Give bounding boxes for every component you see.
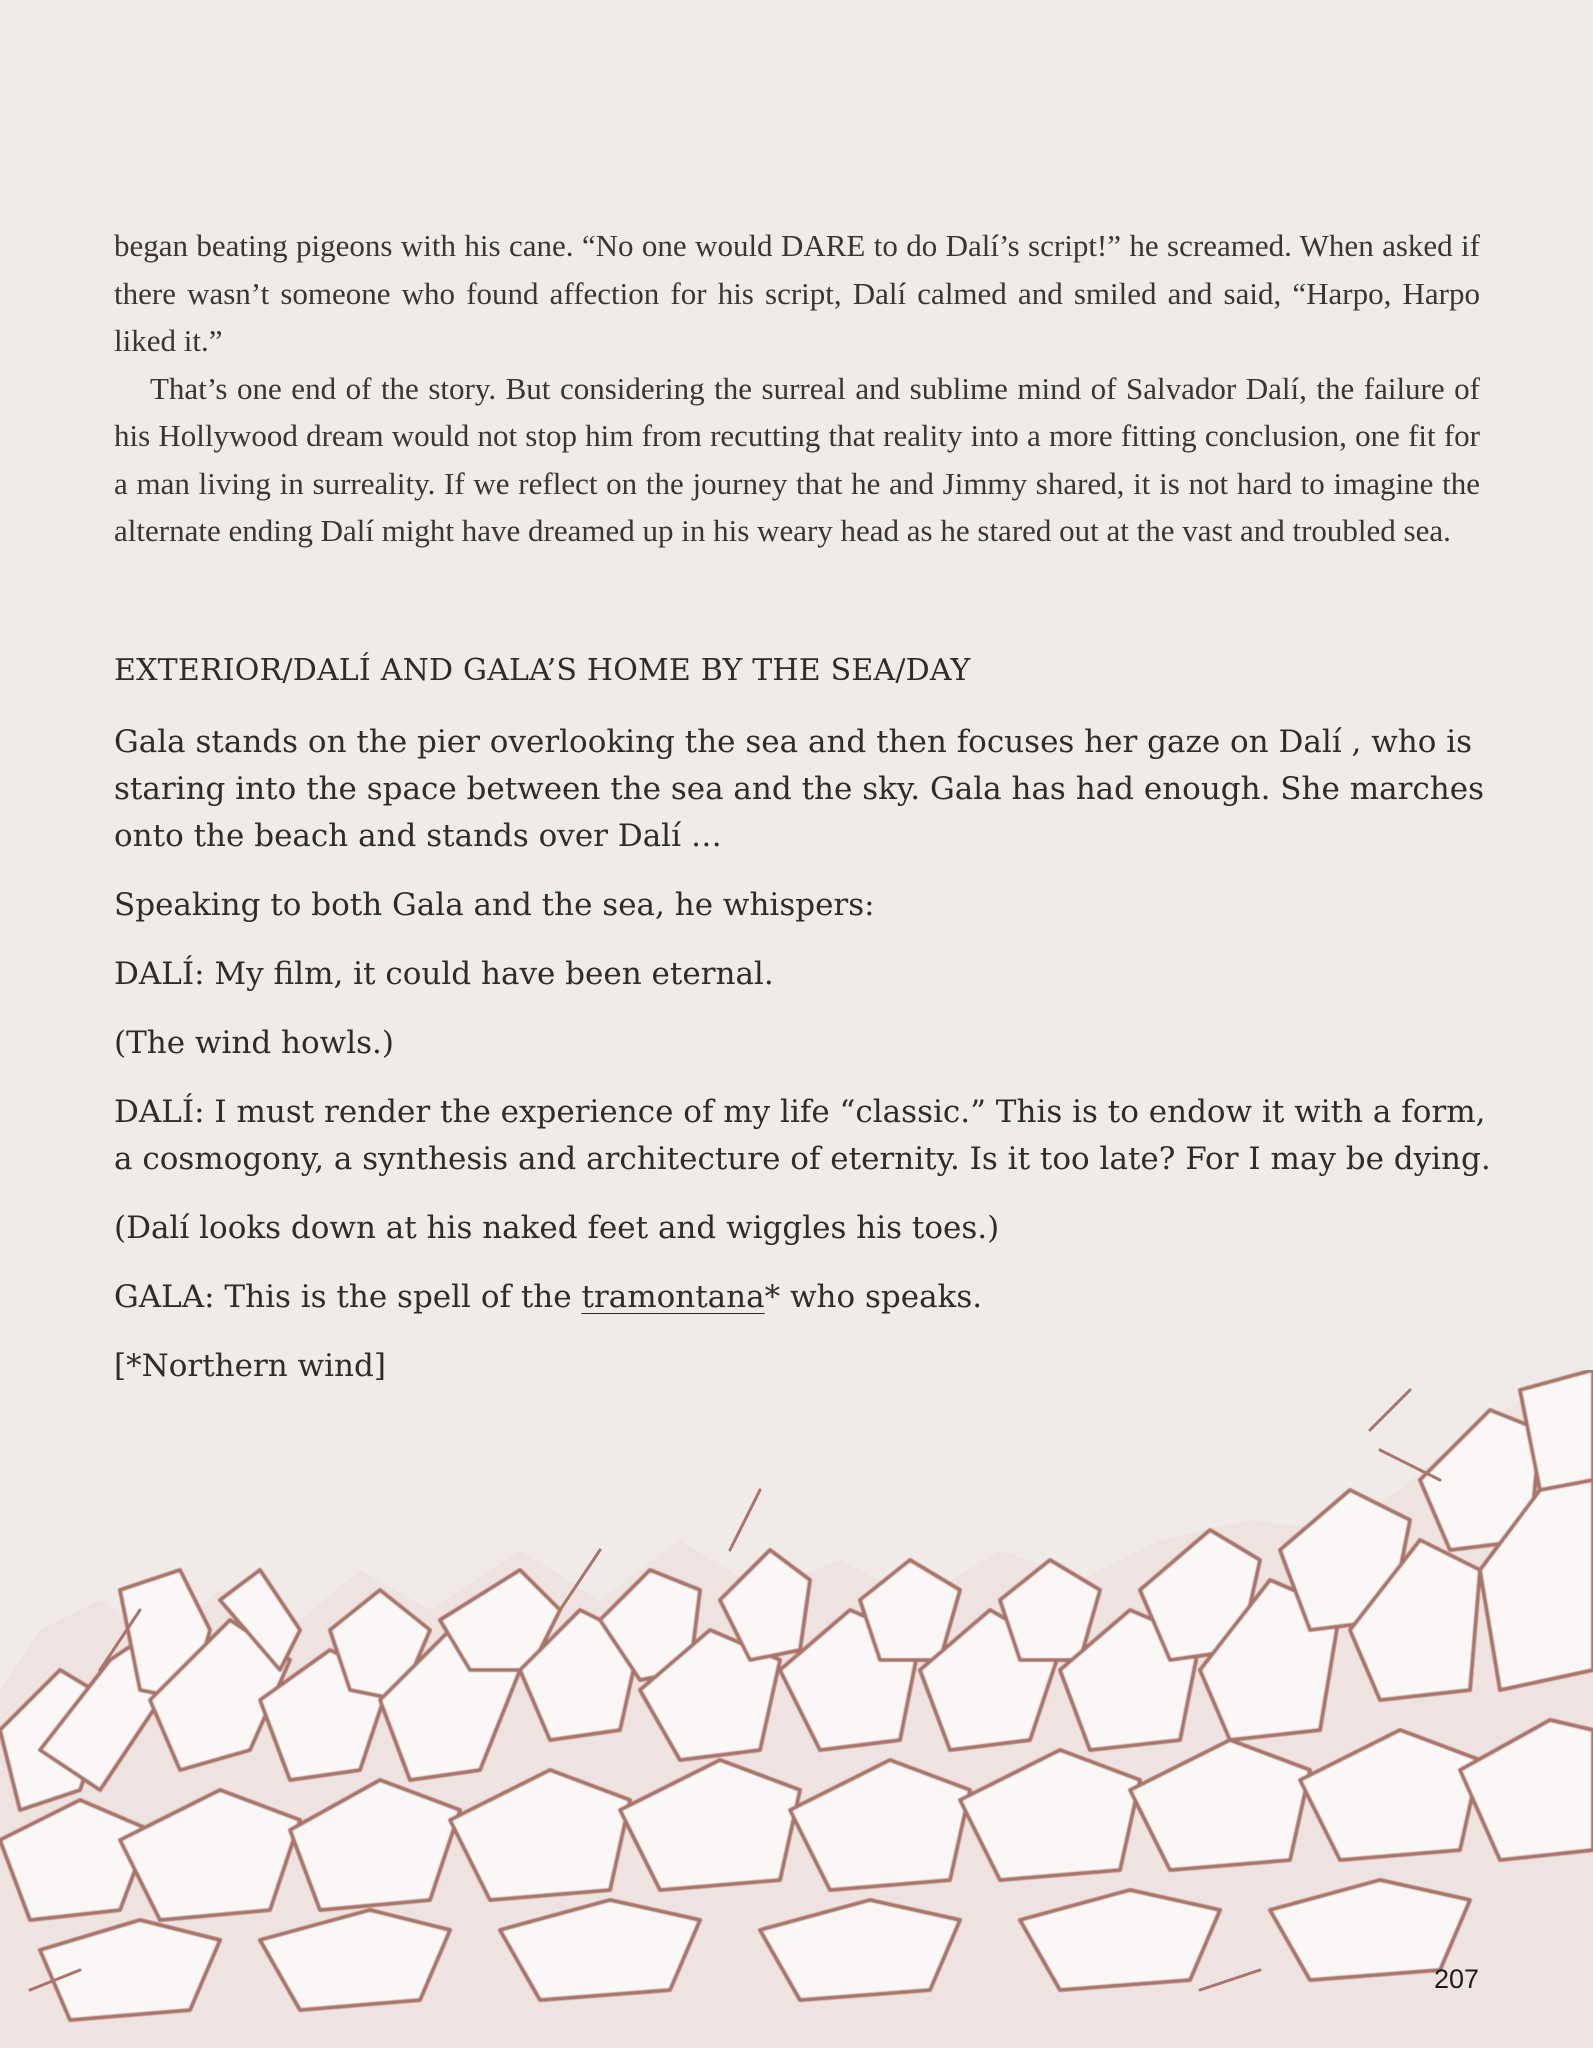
rock-crystal-illustration (0, 1370, 1593, 2048)
prose-paragraph-2: That’s one end of the story. But considering the surreal and sublime mind of Salvador Dalí, the failure of his Hollywood dream would not stop him from recutting that reality into a more fitting conclusion, one fit for a man living in surreality. If we reflect on the journey that he and Jimmy shared, it is not hard to imagine the alternate ending Dalí might have dreamed up in his weary head as he stared out at the vast and troubled sea. (114, 370, 1480, 548)
scene-slugline: EXTERIOR/DALÍ AND GALA’S HOME BY THE SEA/DAY (114, 653, 971, 688)
dialogue-gala (114, 1274, 1494, 1321)
dialogue-gala-prefix: GALA: This is the spell of the (114, 1279, 582, 1315)
action-line-1: Gala stands on the pier overlooking the sea and then focuses her gaze on Dalí , who is staring into the space between the sea and the sky. Gala has had enough. She marches onto the beach and stands over Dalí … (114, 724, 1484, 854)
screenplay-block (114, 645, 1494, 1412)
parenthetical-2: (Dalí looks down at his naked feet and wiggles his toes.) (114, 1210, 1000, 1246)
footnote: [*Northern wind] (114, 1348, 386, 1384)
action-line-2: Speaking to both Gala and the sea, he whispers: (114, 887, 875, 923)
dialogue-gala-suffix: * who speaks. (764, 1279, 983, 1315)
prose-paragraph-1: began beating pigeons with his cane. “No one would DARE to do Dalí’s script!” he screamed. When asked if there wasn’t someone who found affection for his script, Dalí calmed and smiled and said, “Harpo, Harpo liked it.” (114, 228, 1480, 358)
prose-block (114, 222, 1480, 555)
dialogue-dali-1: DALÍ: My film, it could have been eternal. (114, 956, 774, 992)
dialogue-dali-2: DALÍ: I must render the experience of my life “classic.” This is to endow it with a form, a cosmogony, a synthesis and architecture of eternity. Is it too late? For I may be dying. (114, 1094, 1491, 1177)
page-number: 207 (1434, 1964, 1480, 1994)
parenthetical-1: (The wind howls.) (114, 1025, 394, 1061)
tramontana-term: tramontana (581, 1279, 765, 1315)
